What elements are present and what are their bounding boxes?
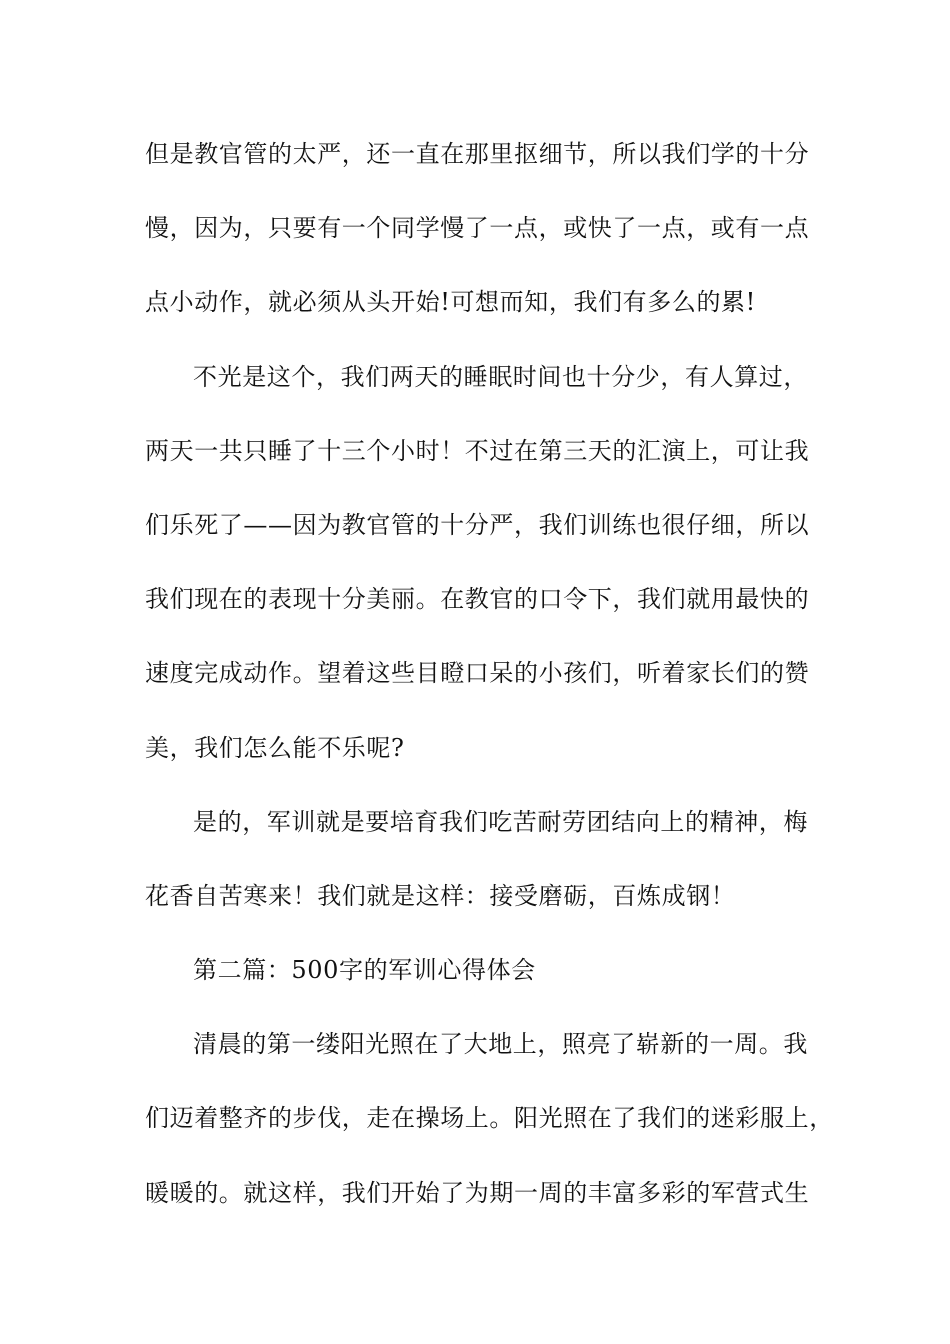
text-line-10: 是的，军训就是要培育我们吃苦耐劳团结向上的精神，梅 <box>193 807 808 836</box>
text-line-7: 我们现在的表现十分美丽。在教官的口令下，我们就用最快的 <box>145 585 810 614</box>
text-line-5: 两天一共只睡了十三个小时！不过在第三天的汇演上，可让我 <box>145 436 810 465</box>
text-line-3: 点小动作，就必须从头开始!可想而知，我们有多么的累! <box>145 288 756 317</box>
text-line-9: 美，我们怎么能不乐呢? <box>145 733 405 762</box>
text-line-13: 清晨的第一缕阳光照在了大地上，照亮了崭新的一周。我 <box>193 1030 808 1059</box>
document-body <box>145 132 834 1245</box>
text-line-14: 们迈着整齐的步伐，走在操场上。阳光照在了我们的迷彩服上， <box>145 1104 834 1133</box>
text-line-15: 暖暖的。就这样，我们开始了为期一周的丰富多彩的军营式生 <box>145 1178 810 1207</box>
text-line-8: 速度完成动作。望着这些目瞪口呆的小孩们，听着家长们的赞 <box>145 659 810 688</box>
text-line-2: 慢，因为，只要有一个同学慢了一点，或快了一点，或有一点 <box>145 214 810 243</box>
text-line-4: 不光是这个，我们两天的睡眠时间也十分少，有人算过， <box>193 362 808 391</box>
section-heading: 第二篇：500字的军训心得体会 <box>193 956 536 985</box>
text-line-6: 们乐死了——因为教官管的十分严，我们训练也很仔细，所以 <box>145 510 810 539</box>
text-line-1: 但是教官管的太严，还一直在那里抠细节，所以我们学的十分 <box>145 140 810 168</box>
text-line-11: 花香自苦寒来！我们就是这样：接受磨砺，百炼成钢！ <box>145 881 736 910</box>
